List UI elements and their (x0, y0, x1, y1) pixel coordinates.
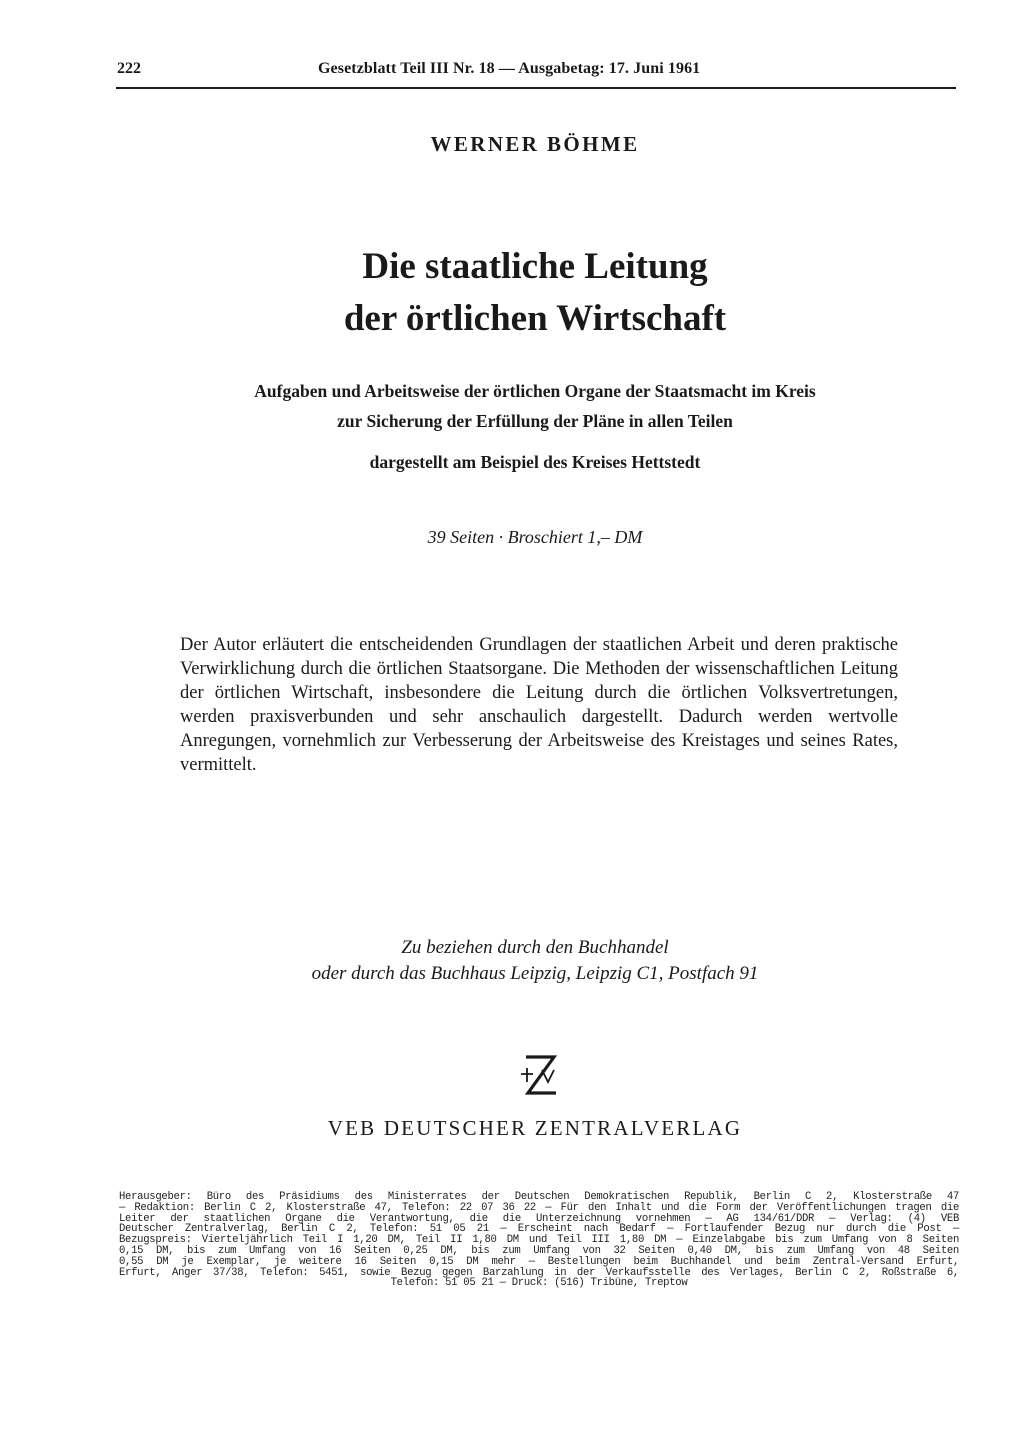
book-price-line: 39 Seiten · Broschiert 1,– DM (427, 527, 643, 547)
zv-publisher-logo-icon (518, 1052, 560, 1098)
imprint-line: 0,15 DM, bis zum Umfang von 16 Seiten 0,25 DM, bis zum Umfang von 32 Seiten 0,40 DM, bis zum Umfang von 48 Seiten (119, 1244, 959, 1257)
imprint-line: Leiter der staatlichen Organe die Verantwortung, die die Unterzeichnung vornehmen — AG 134/61/DDR — Verlag: (4) VEB (119, 1212, 959, 1225)
book-title-line-2: der örtlichen Wirtschaft (343, 298, 727, 339)
imprint-line: Telefon: 51 05 21 — Druck: (516) Tribüne, Treptow (390, 1277, 688, 1290)
book-title-line-1: Die staatliche Leitung (362, 246, 708, 287)
imprint-line: Bezugspreis: Vierteljährlich Teil I 1,20 DM, Teil II 1,80 DM und Teil III 1,80 DM — Einzelabgabe bis zum Umfang von 8 Seiten (119, 1234, 959, 1247)
order-info-line-1: Zu beziehen durch den Buchhandel (401, 937, 669, 958)
imprint-block (119, 1192, 959, 1289)
imprint-line: — Redaktion: Berlin C 2, Klosterstraße 47, Telefon: 22 07 36 22 — Für den Inhalt und die Form der Veröffentlichungen tragen die (119, 1201, 959, 1214)
book-subtitle-line-2: zur Sicherung der Erfüllung der Pläne in allen Teilen (337, 411, 733, 431)
imprint-line: Herausgeber: Büro des Präsidiums des Ministerrates der Deutschen Demokratischen Republik, Berlin C 2, Klosterstraße 47 (119, 1191, 959, 1203)
page-number: 222 (117, 60, 141, 77)
imprint-line: 0,55 DM je Exemplar, je weitere 16 Seiten 0,15 DM mehr — Bestellungen beim Buchhandel und beim Zentral-Versand Erfurt, (119, 1255, 959, 1268)
order-info-line-2: oder durch das Buchhaus Leipzig, Leipzig C1, Postfach 91 (311, 963, 759, 984)
imprint-line: Deutscher Zentralverlag, Berlin C 2, Telefon: 51 05 21 — Erscheint nach Bedarf — Fortlaufender Bezug nur durch die Post — (119, 1223, 959, 1236)
running-head: Gesetzblatt Teil III Nr. 18 — Ausgabetag: 17. Juni 1961 (318, 60, 701, 77)
header-rule (116, 87, 956, 89)
publisher-name: VEB DEUTSCHER ZENTRALVERLAG (327, 1116, 743, 1140)
book-subtitle-line-1: Aufgaben und Arbeitsweise der örtlichen Organe der Staatsmacht im Kreis (254, 381, 816, 401)
book-description: Der Autor erläutert die entscheidenden Grundlagen der staatlichen Arbeit und deren praktische Verwirklichung durch die örtlichen Staatsorgane. Die Methoden der wissenschaftlichen Leitung der örtlichen Wirtschaft, insbesondere die Leitung durch die örtlichen Volksvertretungen, werden praxisverbunden und sehr anschaulich dargestellt. Dadurch werden wertvolle Anregungen, vornehmlich zur Verbesserung der Arbeitsweise des Kreistages und seines Rates, vermittelt. (180, 635, 898, 775)
book-author: WERNER BÖHME (430, 132, 640, 156)
imprint-line: Erfurt, Anger 37/38, Telefon: 5451, sowie Bezug gegen Barzahlung in der Verkaufsstelle des Verlages, Berlin C 2, Roßstraße 6, (119, 1266, 959, 1279)
book-subtitle-line-3: dargestellt am Beispiel des Kreises Hettstedt (369, 452, 701, 472)
